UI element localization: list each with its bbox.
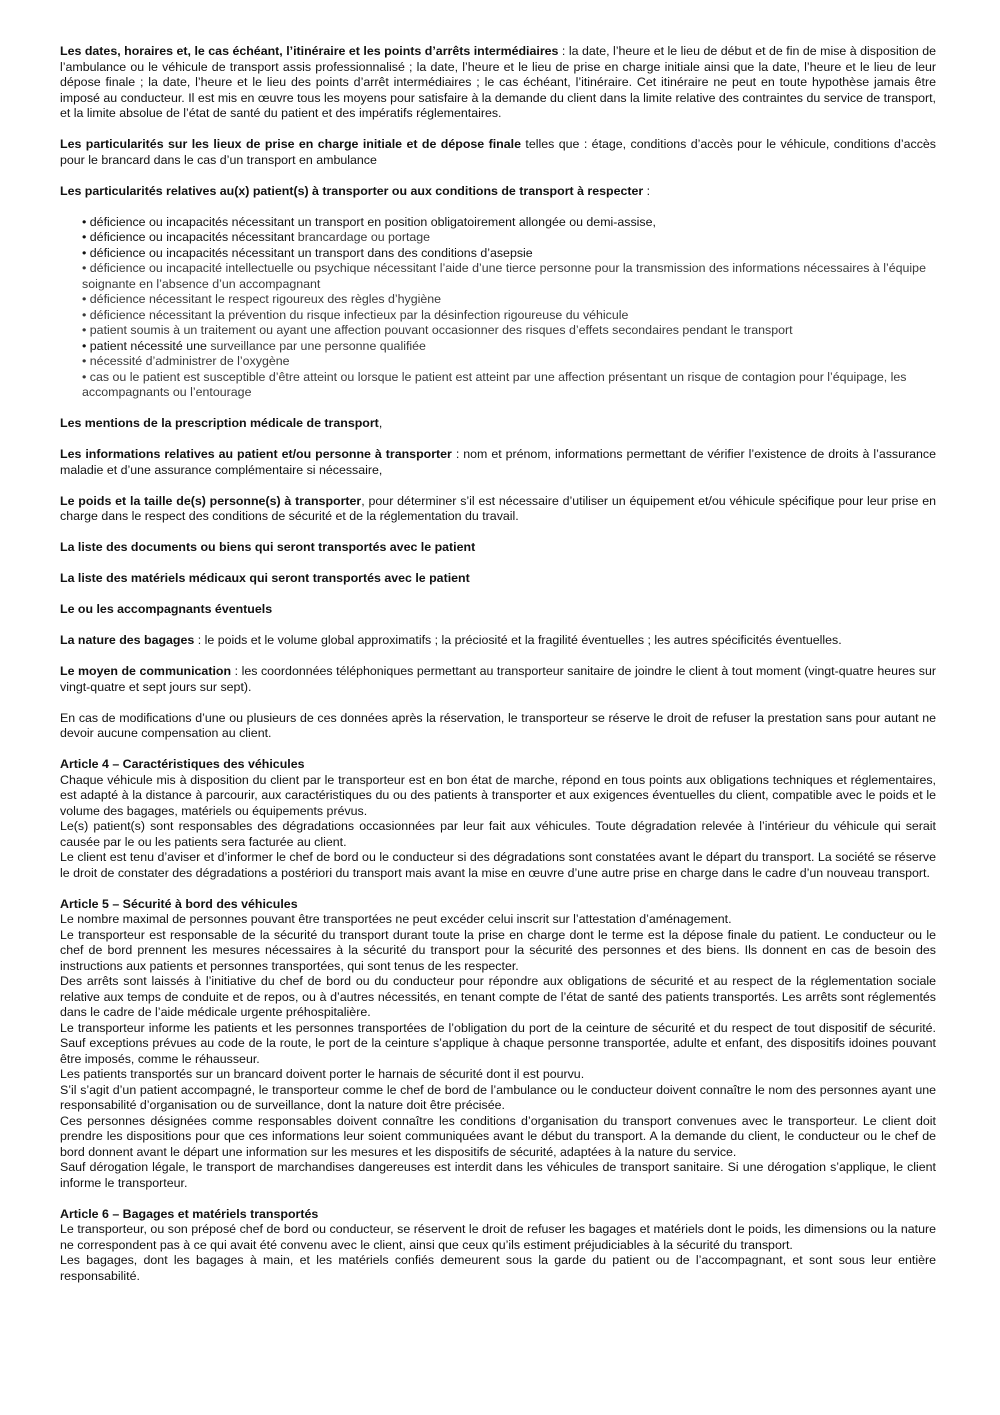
article-line: Les patients transportés sur un brancard doivent porter le harnais de sécurité dont il est pourvu. xyxy=(60,1067,585,1081)
article-title: Article 5 – Sécurité à bord des véhicules xyxy=(60,896,298,911)
article-line: S’il s’agit d’un patient accompagné, le transporteur comme le chef de bord de l’ambulance ou le conducteur doivent connaître le nom des personnes ayant une responsabilité d’organisation ou de surveillance, dont la nature doit être précisée. xyxy=(60,1082,936,1112)
paragraph-communication: Le moyen de communication : les coordonnées téléphoniques permettant au transporteur sanitaire de joindre le client à tout moment (vingt-quatre heures sur vingt-quatre et sept jours sur sept). xyxy=(60,664,937,694)
paragraph-modifications: En cas de modifications d’une ou plusieurs de ces données après la réservation, le transporteur se réserve le droit de refuser la prestation sans pour autant ne devoir aucune compensation au client. xyxy=(60,710,936,740)
article-line: Le transporteur, ou son préposé chef de bord ou conducteur, se réservent le droit de refuser les bagages et matériels dont le poids, les dimensions ou la nature ne correspondent pas à ce qui avait été convenu avec le client, ainsi que ceux qu’ils estiment préjudiciables à la sécurité du transport. xyxy=(60,1222,936,1252)
paragraph-prescription: Les mentions de la prescription médicale de transport, xyxy=(60,416,383,430)
article-title: Article 6 – Bagages et matériels transportés xyxy=(60,1206,319,1221)
requirements-list-bottom xyxy=(60,416,936,742)
bullet-item: • cas ou le patient est susceptible d’être atteint ou lorsque le patient est atteint par une affection présentant un risque de contagion pour l’équipage, les accompagnants ou l’entourage xyxy=(82,369,907,399)
bullet-item: • déficience ou incapacités nécessitant un transport dans des conditions d’asepsie xyxy=(82,245,533,260)
bullet-item: • nécessité d’administrer de l’oxygène xyxy=(82,354,290,368)
bullet-item: • déficience nécessitant la prévention du risque infectieux par la désinfection rigoureuse du véhicule xyxy=(82,307,629,322)
article-line: Les bagages, dont les bagages à main, et les matériels confiés demeurent sous la garde du patient ou de l’accompagnant, et sont sous leur entière responsabilité. xyxy=(60,1253,936,1283)
article-4 xyxy=(60,757,936,881)
paragraph-patient-info: Les informations relatives au patient et/ou personne à transporter : nom et prénom, informations permettant de vérifier l’existence de droits à l’assurance maladie et d’une assurance complémentaire si nécessaire, xyxy=(60,447,936,477)
bullet-item: • déficience ou incapacités nécessitant brancardage ou portage xyxy=(82,230,431,244)
article-line: Le client est tenu d’aviser et d’informer le chef de bord ou le conducteur si des dégradations sont constatées avant le départ du transport. La société se réserve le droit de constater des dégradations a postériori du transport mais avant la mise en œuvre d’une autre prise en charge dans le cadre d’un nouveau transport. xyxy=(60,850,936,880)
article-line: Ces personnes désignées comme responsables doivent connaître les conditions d’organisation du transport convenues avec le transporteur. Le client doit prendre les dispositions pour que ces informations leur soient communiquées avant le début du transport. A la demande du client, le conducteur ou le chef de bord donnent avant le départ une information sur les mesures et les dispositifs de sécurité, adaptées à la nature du service. xyxy=(60,1113,936,1159)
article-line: Sauf dérogation légale, le transport de marchandises dangereuses est interdit dans les véhicules de transport sanitaire. Si une dérogation s’applique, le client informe le transporteur. xyxy=(60,1160,936,1190)
bullet-item: • déficience nécessitant le respect rigoureux des règles d’hygiène xyxy=(82,292,442,306)
article-line: Le nombre maximal de personnes pouvant être transportées ne peut excéder celui inscrit sur l’attestation d’aménagement. xyxy=(60,912,732,926)
bullet-list xyxy=(82,215,936,401)
article-line: Le transporteur informe les patients et les personnes transportées de l’obligation du port de la ceinture de sécurité et du respect de tout dispositif de sécurité. Sauf exceptions prévues au code de la route, le port de la ceinture s’applique à chaque personne transportée, adulte et enfant, des dispositifs idoines pouvant être imposés, comme le réhausseur. xyxy=(60,1020,936,1066)
paragraph-locations: Les particularités sur les lieux de prise en charge initiale et de dépose finale telles que : étage, conditions d’accès pour le véhicule, conditions d’accès pour le brancard dans le cas d’un transport en ambulance xyxy=(60,137,936,167)
paragraph-documents: La liste des documents ou biens qui seront transportés avec le patient xyxy=(60,540,476,554)
article-5 xyxy=(60,897,936,1192)
paragraph-patient-particularities: Les particularités relatives au(x) patient(s) à transporter ou aux conditions de transport à respecter : xyxy=(60,183,651,198)
article-title: Article 4 – Caractéristiques des véhicules xyxy=(60,757,305,771)
paragraph-companions: Le ou les accompagnants éventuels xyxy=(60,602,273,616)
article-line: Des arrêts sont laissés à l’initiative du chef de bord ou du conducteur pour répondre aux obligations de sécurité et au respect de la réglementation sociale relative aux temps de conduite et de repos, ou à d’autres nécessités, en tenant compte de l’état de santé des patients transportés. Les arrêts sont réglementés dans le cadre de l’aide médicale urgente préhospitalière. xyxy=(60,974,936,1019)
article-line: Chaque véhicule mis à disposition du client par le transporteur est en bon état de marche, répond en tous points aux obligations techniques et réglementaires, est adapté à la distance à parcourir, aux caractéristiques du ou des patients à transporter et aux exigences éventuelles du client, compatible avec le poids et le volume des bagages, matériels ou équipements prévus. xyxy=(60,772,936,818)
paragraph-medical-equipment: La liste des matériels médicaux qui seront transportés avec le patient xyxy=(60,571,470,585)
article-line: Le transporteur est responsable de la sécurité du transport durant toute la prise en charge dont le terme est la dépose finale du patient. Le conducteur ou le chef de bord prennent les mesures nécessaires à la sécurité du transport pour la sécurité des personnes et des biens. Ils donnent en cas de besoin des instructions aux patients et personnes transportées, qui sont tenus de les respecter. xyxy=(60,927,936,973)
bullet-item: • déficience ou incapacités nécessitant un transport en position obligatoirement allongée ou demi-assise, xyxy=(82,214,656,229)
article-line: Le(s) patient(s) sont responsables des dégradations occasionnées par leur fait aux véhicules. Toute dégradation relevée à l’intérieur du véhicule qui serait causée par le ou les patients sera facturée au client. xyxy=(60,819,936,849)
paragraph-weight-height: Le poids et la taille de(s) personne(s) à transporter, pour déterminer s’il est nécessaire d’utiliser un équipement et/ou véhicule spécifique pour leur prise en charge dans le respect des conditions de sécurité et de la réglementation du travail. xyxy=(60,493,936,523)
requirements-list-top xyxy=(60,44,936,199)
paragraph-luggage: La nature des bagages : le poids et le volume global approximatifs ; la préciosité et la fragilité éventuelles ; les autres spécificités éventuelles. xyxy=(60,633,842,647)
bullet-item: • patient soumis à un traitement ou ayant une affection pouvant occasionner des risques d’effets secondaires pendant le transport xyxy=(82,323,793,337)
bullet-item: • patient nécessité une surveillance par une personne qualifiée xyxy=(82,338,426,353)
article-6 xyxy=(60,1207,936,1285)
bullet-item: • déficience ou incapacité intellectuelle ou psychique nécessitant l’aide d’une tierce personne pour la transmission des informations nécessaires à l’équipe soignante en l’absence d’un accompagnant xyxy=(82,261,926,291)
paragraph-dates: Les dates, horaires et, le cas échéant, l’itinéraire et les points d’arrêts intermédiaires : la date, l’heure et le lieu de début et de fin de mise à disposition de l’ambulance ou le véhicule de transport assis professionnalisé ; la date, l’heure et le lieu de prise en charge initiale ainsi que la date, l’heure et le lieu de leur dépose finale ; la date, l’heure et le lieu des points d’arrêt intermédiaires ; le cas échéant, l’itinéraire. Cet itinéraire ne peut en toute hypothèse jamais être imposé au conducteur. Il est mis en œuvre tous les moyens pour satisfaire à la demande du client dans la limite relative des contraintes du service de transport, et la limite absolue de l’état de santé du patient et des impératifs réglementaires. xyxy=(60,44,936,120)
